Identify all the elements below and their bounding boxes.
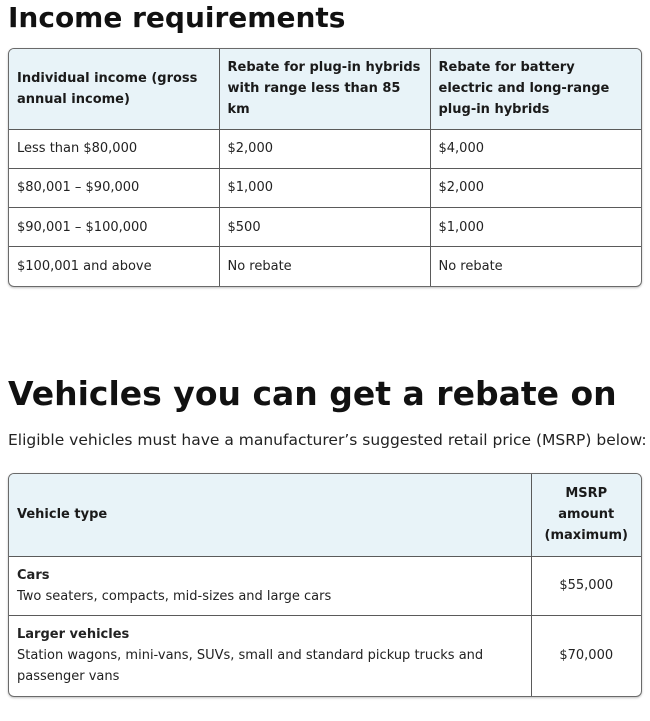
column-header-plug-in-hybrid-rebate: Rebate for plug-in hybrids with range less than 85 km	[219, 49, 430, 129]
msrp-intro-text: Eligible vehicles must have a manufacturer’s suggested retail price (MSRP) below:	[8, 431, 647, 449]
vehicle-type-description: Station wagons, mini-vans, SUVs, small and standard pickup trucks and passenger vans	[17, 648, 484, 685]
bev-rebate-cell: No rebate	[438, 259, 503, 275]
bev-rebate-cell: $1,000	[430, 208, 641, 247]
phev-rebate-cell: No rebate	[219, 247, 430, 286]
income-cell: $100,001 and above	[9, 247, 219, 286]
income-cell: $90,001 – $100,000	[9, 208, 219, 247]
table-row	[9, 556, 641, 615]
table-row	[9, 247, 641, 286]
vehicle-msrp-table	[8, 473, 642, 697]
phev-rebate-cell: $2,000	[219, 129, 430, 168]
table-header-row	[9, 474, 641, 556]
table-row	[9, 208, 641, 247]
phev-rebate-cell: $500	[219, 208, 430, 247]
table-header-row	[9, 49, 641, 129]
income-requirements-heading: Income requirements	[8, 1, 346, 34]
column-header-battery-electric-rebate: Rebate for battery electric and long-range plug-in hybrids	[430, 49, 641, 129]
column-header-msrp-amount: MSRP amount (maximum)	[531, 474, 641, 556]
table-row	[9, 168, 641, 207]
income-cell: Less than $80,000	[9, 129, 219, 168]
phev-rebate-cell: $1,000	[219, 168, 430, 207]
column-header-individual-income: Individual income (gross annual income)	[9, 49, 219, 129]
vehicle-type-cell	[9, 615, 531, 696]
income-cell: $80,001 – $90,000	[9, 168, 219, 207]
income-requirements-table	[8, 48, 642, 287]
vehicle-type-cell	[9, 556, 531, 615]
vehicle-type-title: Cars	[17, 567, 50, 583]
msrp-cell: $70,000	[559, 648, 614, 664]
column-header-vehicle-type: Vehicle type	[9, 474, 531, 556]
table-row	[9, 615, 641, 696]
msrp-cell: $55,000	[531, 556, 641, 615]
table-row	[9, 129, 641, 168]
eligible-vehicles-heading: Vehicles you can get a rebate on	[8, 374, 617, 413]
bev-rebate-cell: $2,000	[430, 168, 641, 207]
bev-rebate-cell: $4,000	[430, 129, 641, 168]
vehicle-type-description: Two seaters, compacts, mid-sizes and large cars	[17, 588, 332, 604]
vehicle-type-title: Larger vehicles	[17, 627, 130, 643]
